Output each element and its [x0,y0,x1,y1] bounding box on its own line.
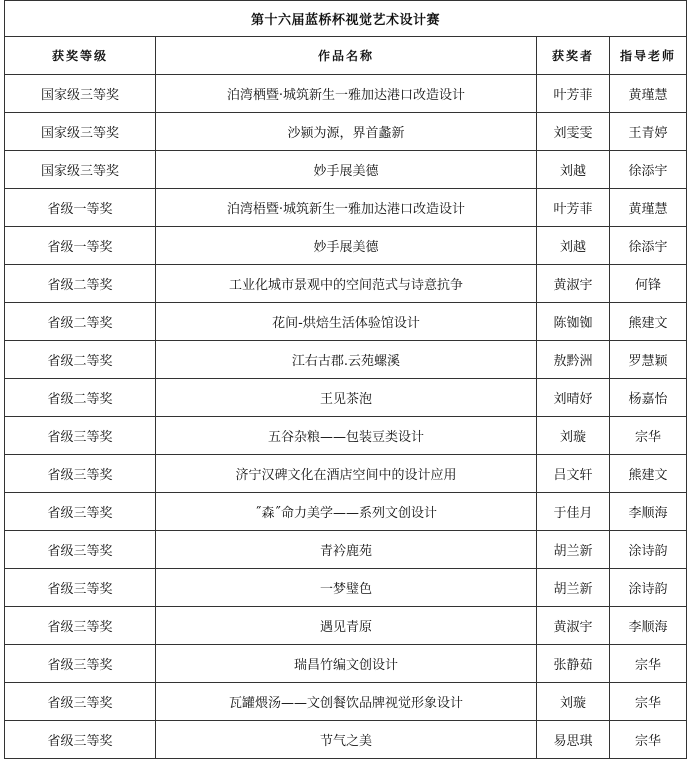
cell-advisor: 宗华 [610,645,687,683]
cell-award-level: 省级三等奖 [5,417,156,455]
cell-winner: 刘璇 [537,683,610,721]
cell-advisor: 李顺海 [610,607,687,645]
cell-winner: 胡兰新 [537,531,610,569]
cell-advisor: 徐添宇 [610,227,687,265]
cell-work-name: 工业化城市景观中的空间范式与诗意抗争 [156,265,537,303]
cell-winner: 张静茹 [537,645,610,683]
cell-award-level: 省级二等奖 [5,341,156,379]
cell-winner: 于佳月 [537,493,610,531]
cell-work-name: 江右古郡.云苑螺溪 [156,341,537,379]
cell-winner: 黄淑宇 [537,265,610,303]
header-work-name: 作品名称 [156,37,537,75]
cell-work-name: 沙颍为源，界首蠡新 [156,113,537,151]
table-row [5,265,687,303]
table-row [5,189,687,227]
cell-work-name: 泊湾梧暨·城筑新生一雅加达港口改造设计 [156,189,537,227]
cell-winner: 叶芳菲 [537,189,610,227]
cell-award-level: 省级三等奖 [5,683,156,721]
cell-award-level: 省级三等奖 [5,493,156,531]
cell-advisor: 熊建文 [610,303,687,341]
table-row [5,227,687,265]
table-row [5,569,687,607]
cell-award-level: 省级三等奖 [5,569,156,607]
table-row [5,151,687,189]
cell-advisor: 宗华 [610,417,687,455]
cell-advisor: 罗慧颖 [610,341,687,379]
table-row [5,417,687,455]
cell-work-name: 节气之美 [156,721,537,759]
cell-advisor: 涂诗韵 [610,531,687,569]
cell-winner: 易思琪 [537,721,610,759]
cell-award-level: 国家级三等奖 [5,113,156,151]
cell-winner: 黄淑宇 [537,607,610,645]
table-row [5,379,687,417]
cell-work-name: 泊湾栖暨·城筑新生一雅加达港口改造设计 [156,75,537,113]
cell-work-name: 五谷杂粮——包装豆类设计 [156,417,537,455]
cell-award-level: 省级一等奖 [5,227,156,265]
cell-award-level: 省级一等奖 [5,189,156,227]
cell-work-name: ˝森˝命力美学——系列文创设计 [156,493,537,531]
header-award-level: 获奖等级 [5,37,156,75]
table-row [5,721,687,759]
table-row [5,341,687,379]
header-advisor: 指导老师 [610,37,687,75]
cell-advisor: 何锋 [610,265,687,303]
cell-award-level: 国家级三等奖 [5,151,156,189]
cell-winner: 吕文轩 [537,455,610,493]
cell-winner: 胡兰新 [537,569,610,607]
cell-work-name: 青衿鹿苑 [156,531,537,569]
cell-winner: 刘越 [537,151,610,189]
table-row [5,303,687,341]
table-row [5,493,687,531]
cell-award-level: 省级三等奖 [5,455,156,493]
cell-work-name: 一梦璧色 [156,569,537,607]
cell-winner: 刘越 [537,227,610,265]
header-winner: 获奖者 [537,37,610,75]
cell-award-level: 省级二等奖 [5,265,156,303]
cell-work-name: 花间-烘焙生活体验馆设计 [156,303,537,341]
cell-award-level: 省级三等奖 [5,645,156,683]
table-row [5,113,687,151]
awards-table [4,0,687,759]
cell-winner: 刘晴妤 [537,379,610,417]
table-row [5,607,687,645]
cell-advisor: 黄瑾慧 [610,75,687,113]
cell-work-name: 瓦罐煨汤——文创餐饮品牌视觉形象设计 [156,683,537,721]
cell-award-level: 省级三等奖 [5,607,156,645]
cell-work-name: 遇见青原 [156,607,537,645]
cell-award-level: 省级二等奖 [5,379,156,417]
table-title: 第十六届蓝桥杯视觉艺术设计赛 [5,1,687,37]
table-row [5,455,687,493]
cell-winner: 敖黔洲 [537,341,610,379]
table-row [5,645,687,683]
cell-advisor: 黄瑾慧 [610,189,687,227]
table-row [5,683,687,721]
cell-work-name: 妙手展美德 [156,227,537,265]
cell-award-level: 省级三等奖 [5,531,156,569]
cell-advisor: 熊建文 [610,455,687,493]
cell-work-name: 王见茶泡 [156,379,537,417]
cell-award-level: 省级二等奖 [5,303,156,341]
cell-winner: 叶芳菲 [537,75,610,113]
cell-advisor: 杨嘉怡 [610,379,687,417]
cell-advisor: 李顺海 [610,493,687,531]
cell-advisor: 涂诗韵 [610,569,687,607]
table-header-row [5,37,687,75]
cell-advisor: 宗华 [610,721,687,759]
cell-work-name: 妙手展美德 [156,151,537,189]
table-row [5,531,687,569]
cell-work-name: 济宁汉碑文化在酒店空间中的设计应用 [156,455,537,493]
cell-award-level: 省级三等奖 [5,721,156,759]
cell-winner: 陈铷铷 [537,303,610,341]
cell-work-name: 瑞昌竹编文创设计 [156,645,537,683]
cell-award-level: 国家级三等奖 [5,75,156,113]
table-title-row [5,1,687,37]
cell-winner: 刘璇 [537,417,610,455]
cell-advisor: 徐添宇 [610,151,687,189]
table-row [5,75,687,113]
cell-advisor: 王青婷 [610,113,687,151]
cell-advisor: 宗华 [610,683,687,721]
cell-winner: 刘雯雯 [537,113,610,151]
